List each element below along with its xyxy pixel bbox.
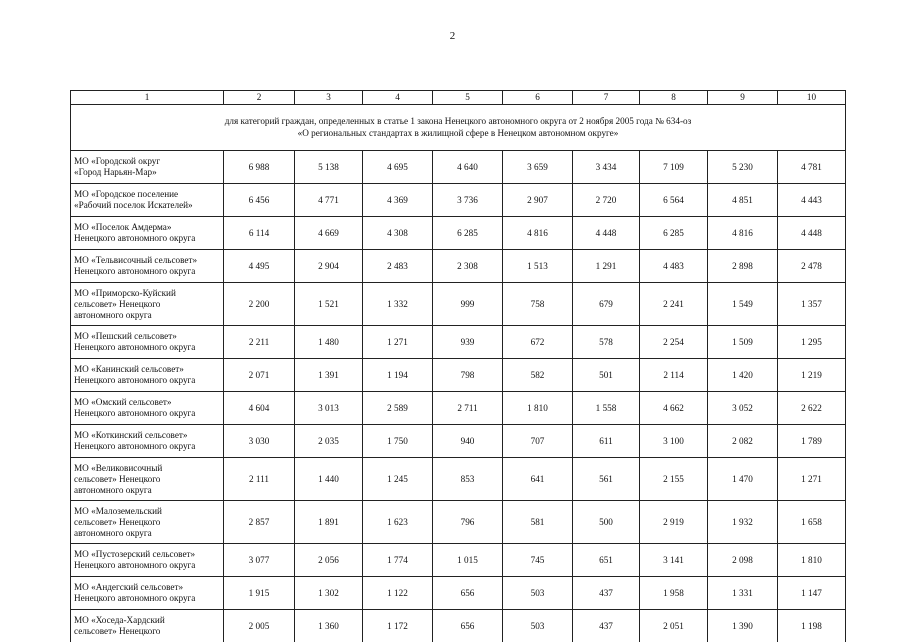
municipality-name xyxy=(71,217,224,250)
value-cell: 1 302 xyxy=(295,577,363,610)
caption-line: «О региональных стандартах в жилищной сфере в Ненецком автономном округе» xyxy=(74,128,842,140)
value-cell: 582 xyxy=(503,359,573,392)
value-cell: 6 988 xyxy=(224,151,295,184)
table-row xyxy=(71,151,846,184)
value-cell: 1 774 xyxy=(363,544,433,577)
value-cell: 940 xyxy=(433,425,503,458)
section-caption-row xyxy=(71,105,846,151)
table-row xyxy=(71,577,846,610)
value-cell: 672 xyxy=(503,326,573,359)
municipality-name-line: МО «Хоседа-Хардский xyxy=(74,615,220,626)
value-cell: 2 005 xyxy=(224,610,295,642)
value-cell: 4 816 xyxy=(708,217,778,250)
table-row xyxy=(71,392,846,425)
value-cell: 1 420 xyxy=(708,359,778,392)
value-cell: 1 295 xyxy=(778,326,846,359)
table-row xyxy=(71,250,846,283)
value-cell: 1 558 xyxy=(573,392,640,425)
value-cell: 6 456 xyxy=(224,184,295,217)
municipality-name xyxy=(71,544,224,577)
value-cell: 4 448 xyxy=(778,217,846,250)
value-cell: 4 695 xyxy=(363,151,433,184)
value-cell: 2 051 xyxy=(640,610,708,642)
municipality-name xyxy=(71,326,224,359)
value-cell: 1 122 xyxy=(363,577,433,610)
value-cell: 1 332 xyxy=(363,283,433,326)
value-cell: 2 056 xyxy=(295,544,363,577)
municipality-name-line: МО «Городской округ xyxy=(74,156,220,167)
value-cell: 1 623 xyxy=(363,501,433,544)
value-cell: 4 443 xyxy=(778,184,846,217)
value-cell: 4 369 xyxy=(363,184,433,217)
value-cell: 1 891 xyxy=(295,501,363,544)
municipality-name-line: МО «Пустозерский сельсовет» xyxy=(74,549,220,560)
value-cell: 1 271 xyxy=(363,326,433,359)
municipality-name-line: сельсовет» Ненецкого xyxy=(74,626,220,637)
column-number: 1 xyxy=(71,91,224,105)
value-cell: 437 xyxy=(573,577,640,610)
table-row xyxy=(71,501,846,544)
value-cell: 1 789 xyxy=(778,425,846,458)
value-cell: 1 198 xyxy=(778,610,846,642)
value-cell: 2 478 xyxy=(778,250,846,283)
value-cell: 853 xyxy=(433,458,503,501)
municipality-name-line: Ненецкого автономного округа xyxy=(74,441,220,452)
municipality-name xyxy=(71,283,224,326)
value-cell: 1 390 xyxy=(708,610,778,642)
column-number: 7 xyxy=(573,91,640,105)
municipality-name-line: Ненецкого автономного округа xyxy=(74,233,220,244)
value-cell: 2 200 xyxy=(224,283,295,326)
value-cell: 3 434 xyxy=(573,151,640,184)
value-cell: 5 230 xyxy=(708,151,778,184)
value-cell: 6 114 xyxy=(224,217,295,250)
value-cell: 3 100 xyxy=(640,425,708,458)
value-cell: 1 480 xyxy=(295,326,363,359)
value-cell: 2 098 xyxy=(708,544,778,577)
value-cell: 4 495 xyxy=(224,250,295,283)
municipality-name-line: сельсовет» Ненецкого xyxy=(74,474,220,485)
municipality-name-line: Ненецкого автономного округа xyxy=(74,342,220,353)
value-cell: 999 xyxy=(433,283,503,326)
municipality-name xyxy=(71,392,224,425)
value-cell: 4 483 xyxy=(640,250,708,283)
column-number: 3 xyxy=(295,91,363,105)
value-cell: 1 331 xyxy=(708,577,778,610)
municipality-name xyxy=(71,610,224,642)
value-cell: 1 915 xyxy=(224,577,295,610)
value-cell: 500 xyxy=(573,501,640,544)
municipality-name-line: сельсовет» Ненецкого xyxy=(74,299,220,310)
value-cell: 3 052 xyxy=(708,392,778,425)
value-cell: 2 483 xyxy=(363,250,433,283)
value-cell: 1 658 xyxy=(778,501,846,544)
value-cell: 4 604 xyxy=(224,392,295,425)
table-row xyxy=(71,610,846,642)
value-cell: 4 308 xyxy=(363,217,433,250)
value-cell: 2 308 xyxy=(433,250,503,283)
value-cell: 2 904 xyxy=(295,250,363,283)
value-cell: 3 659 xyxy=(503,151,573,184)
value-cell: 2 071 xyxy=(224,359,295,392)
municipality-name-line: Ненецкого автономного округа xyxy=(74,560,220,571)
municipality-name-line: МО «Малоземельский xyxy=(74,506,220,517)
municipality-name-line: «Город Нарьян-Мар» xyxy=(74,167,220,178)
municipality-name-line: автономного округа xyxy=(74,310,220,321)
value-cell: 758 xyxy=(503,283,573,326)
table-row xyxy=(71,217,846,250)
value-cell: 1 932 xyxy=(708,501,778,544)
municipality-name xyxy=(71,184,224,217)
value-cell: 3 030 xyxy=(224,425,295,458)
municipality-name-line: МО «Андегский сельсовет» xyxy=(74,582,220,593)
value-cell: 1 360 xyxy=(295,610,363,642)
value-cell: 1 172 xyxy=(363,610,433,642)
table-row xyxy=(71,283,846,326)
table-row xyxy=(71,326,846,359)
municipality-name-line: автономного округа xyxy=(74,485,220,496)
value-cell: 5 138 xyxy=(295,151,363,184)
municipality-name-line: МО «Поселок Амдерма» xyxy=(74,222,220,233)
value-cell: 2 035 xyxy=(295,425,363,458)
table-row xyxy=(71,458,846,501)
value-cell: 1 271 xyxy=(778,458,846,501)
value-cell: 1 958 xyxy=(640,577,708,610)
value-cell: 3 736 xyxy=(433,184,503,217)
value-cell: 561 xyxy=(573,458,640,501)
value-cell: 651 xyxy=(573,544,640,577)
value-cell: 611 xyxy=(573,425,640,458)
value-cell: 501 xyxy=(573,359,640,392)
table-row xyxy=(71,544,846,577)
municipality-name-line: Ненецкого автономного округа xyxy=(74,408,220,419)
value-cell: 4 640 xyxy=(433,151,503,184)
value-cell: 3 141 xyxy=(640,544,708,577)
municipality-name-line: МО «Коткинский сельсовет» xyxy=(74,430,220,441)
value-cell: 656 xyxy=(433,610,503,642)
value-cell: 2 720 xyxy=(573,184,640,217)
value-cell: 796 xyxy=(433,501,503,544)
value-cell: 7 109 xyxy=(640,151,708,184)
value-cell: 1 357 xyxy=(778,283,846,326)
municipality-name-line: МО «Тельвисочный сельсовет» xyxy=(74,255,220,266)
value-cell: 1 245 xyxy=(363,458,433,501)
value-cell: 1 470 xyxy=(708,458,778,501)
data-table xyxy=(70,90,846,642)
column-number-row xyxy=(71,91,846,105)
value-cell: 2 857 xyxy=(224,501,295,544)
value-cell: 2 589 xyxy=(363,392,433,425)
table-row xyxy=(71,359,846,392)
municipality-name-line: Ненецкого автономного округа xyxy=(74,593,220,604)
value-cell: 2 155 xyxy=(640,458,708,501)
municipality-name-line: МО «Омский сельсовет» xyxy=(74,397,220,408)
municipality-name-line: МО «Пешский сельсовет» xyxy=(74,331,220,342)
column-number: 2 xyxy=(224,91,295,105)
value-cell: 3 077 xyxy=(224,544,295,577)
page-number: 2 xyxy=(0,30,905,42)
municipality-name xyxy=(71,250,224,283)
value-cell: 745 xyxy=(503,544,573,577)
value-cell: 1 549 xyxy=(708,283,778,326)
value-cell: 6 564 xyxy=(640,184,708,217)
value-cell: 1 750 xyxy=(363,425,433,458)
municipality-name-line: МО «Великовисочный xyxy=(74,463,220,474)
value-cell: 3 013 xyxy=(295,392,363,425)
municipality-name-line: Ненецкого автономного округа xyxy=(74,375,220,386)
value-cell: 2 241 xyxy=(640,283,708,326)
table-body xyxy=(71,91,846,642)
value-cell: 2 919 xyxy=(640,501,708,544)
caption-line: для категорий граждан, определенных в статье 1 закона Ненецкого автономного округа от 2 ноября 2005 года № 634-оз xyxy=(74,116,842,128)
value-cell: 1 219 xyxy=(778,359,846,392)
value-cell: 578 xyxy=(573,326,640,359)
value-cell: 2 111 xyxy=(224,458,295,501)
column-number: 9 xyxy=(708,91,778,105)
value-cell: 437 xyxy=(573,610,640,642)
value-cell: 4 669 xyxy=(295,217,363,250)
value-cell: 679 xyxy=(573,283,640,326)
value-cell: 1 509 xyxy=(708,326,778,359)
value-cell: 1 194 xyxy=(363,359,433,392)
value-cell: 4 781 xyxy=(778,151,846,184)
value-cell: 2 114 xyxy=(640,359,708,392)
value-cell: 2 711 xyxy=(433,392,503,425)
value-cell: 1 810 xyxy=(503,392,573,425)
value-cell: 503 xyxy=(503,610,573,642)
municipality-name-line: автономного округа xyxy=(74,528,220,539)
value-cell: 939 xyxy=(433,326,503,359)
value-cell: 581 xyxy=(503,501,573,544)
value-cell: 1 147 xyxy=(778,577,846,610)
municipality-name xyxy=(71,425,224,458)
value-cell: 1 391 xyxy=(295,359,363,392)
table-row xyxy=(71,425,846,458)
municipality-name xyxy=(71,458,224,501)
value-cell: 798 xyxy=(433,359,503,392)
value-cell: 1 440 xyxy=(295,458,363,501)
value-cell: 2 622 xyxy=(778,392,846,425)
column-number: 10 xyxy=(778,91,846,105)
table-row xyxy=(71,184,846,217)
municipality-name xyxy=(71,359,224,392)
value-cell: 1 015 xyxy=(433,544,503,577)
column-number: 6 xyxy=(503,91,573,105)
value-cell: 1 513 xyxy=(503,250,573,283)
column-number: 5 xyxy=(433,91,503,105)
value-cell: 656 xyxy=(433,577,503,610)
municipality-name-line: МО «Городское поселение xyxy=(74,189,220,200)
value-cell: 2 254 xyxy=(640,326,708,359)
value-cell: 4 851 xyxy=(708,184,778,217)
value-cell: 641 xyxy=(503,458,573,501)
municipality-name-line: МО «Канинский сельсовет» xyxy=(74,364,220,375)
value-cell: 6 285 xyxy=(640,217,708,250)
value-cell: 2 907 xyxy=(503,184,573,217)
municipality-name-line: сельсовет» Ненецкого xyxy=(74,517,220,528)
municipality-name xyxy=(71,151,224,184)
value-cell: 4 662 xyxy=(640,392,708,425)
municipality-name-line: «Рабочий поселок Искателей» xyxy=(74,200,220,211)
value-cell: 2 082 xyxy=(708,425,778,458)
municipality-name-line: Ненецкого автономного округа xyxy=(74,266,220,277)
value-cell: 4 816 xyxy=(503,217,573,250)
value-cell: 1 810 xyxy=(778,544,846,577)
value-cell: 4 448 xyxy=(573,217,640,250)
value-cell: 2 898 xyxy=(708,250,778,283)
column-number: 8 xyxy=(640,91,708,105)
value-cell: 4 771 xyxy=(295,184,363,217)
municipality-name-line: МО «Приморско-Куйский xyxy=(74,288,220,299)
column-number: 4 xyxy=(363,91,433,105)
value-cell: 6 285 xyxy=(433,217,503,250)
value-cell: 1 291 xyxy=(573,250,640,283)
municipality-name xyxy=(71,577,224,610)
municipality-name xyxy=(71,501,224,544)
value-cell: 1 521 xyxy=(295,283,363,326)
value-cell: 707 xyxy=(503,425,573,458)
value-cell: 2 211 xyxy=(224,326,295,359)
value-cell: 503 xyxy=(503,577,573,610)
section-caption xyxy=(71,105,846,151)
